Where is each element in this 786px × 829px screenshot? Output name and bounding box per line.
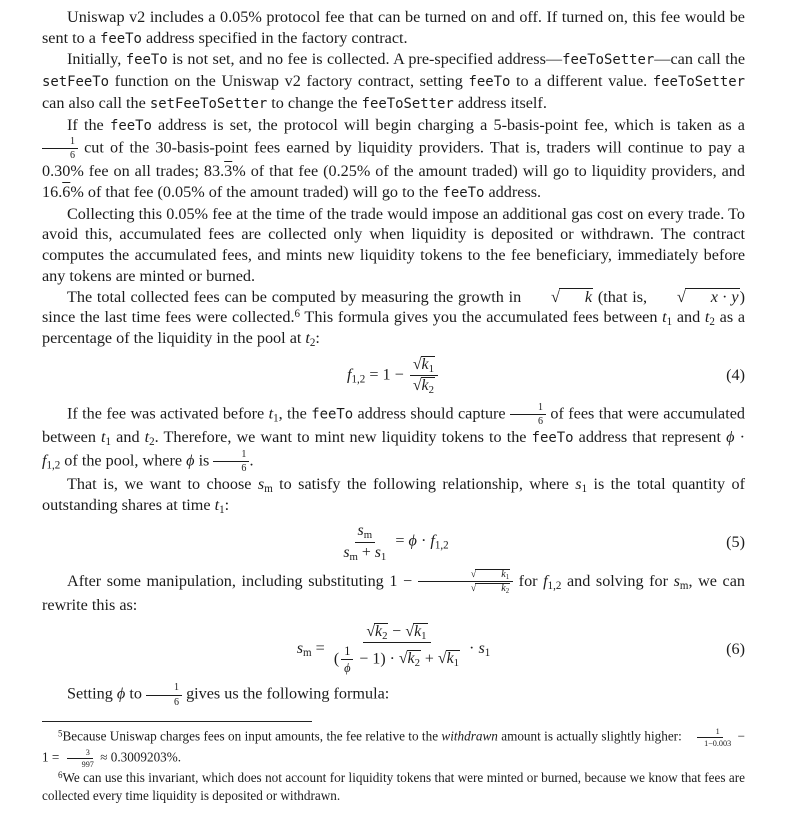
fraction — [331, 623, 463, 676]
fraction — [63, 748, 97, 769]
text-run: can also call the — [42, 93, 150, 112]
sqrt-expression — [526, 288, 593, 306]
display-equation — [42, 522, 745, 562]
text-run: 1 — [174, 682, 180, 694]
radicand — [407, 650, 421, 668]
fraction — [213, 449, 249, 474]
text-run: · — [416, 531, 431, 550]
text-run: is not set, and no fee is collected. A pre-specified address— — [167, 50, 563, 69]
text-run: and — [672, 308, 705, 327]
text-run: cut of the 30-basis-point fees earned by liquidity providers. That is, traders will continue to pay a 0.30% fee on all trades; 83. — [42, 138, 745, 181]
radicand — [446, 650, 460, 668]
italic-span: s — [296, 638, 304, 657]
text-run: . Therefore, we want to mint new liquidity tokens to the — [154, 428, 532, 447]
italic-span: s — [257, 475, 265, 494]
radical-symbol: √ — [366, 622, 376, 640]
code-span: feeTo — [442, 185, 485, 202]
radical-symbol: √ — [550, 287, 560, 306]
denominator — [213, 462, 249, 474]
sqrt-expression — [405, 623, 427, 640]
italic-span: f — [430, 531, 435, 550]
footnote — [42, 727, 745, 769]
text-run: 1 — [538, 402, 544, 414]
text-run: of the pool, where — [60, 451, 187, 470]
text-run: = 1 − — [365, 365, 408, 384]
text-run: for — [513, 571, 544, 590]
paragraph — [42, 287, 745, 349]
equation-body — [297, 623, 491, 676]
italic-span: y — [731, 287, 739, 306]
text-run: After some manipulation, including substituting 1 − — [67, 571, 418, 590]
superscript: 6 — [294, 308, 301, 321]
text-run: If the fee was activated before — [67, 404, 269, 423]
code-span: feeToSetter — [652, 74, 745, 91]
subscript: 1 — [666, 316, 673, 329]
equation-number: (5) — [726, 533, 745, 552]
text-run: address itself. — [453, 93, 547, 112]
italic-span: t — [144, 428, 150, 447]
italic-span: withdrawn — [441, 728, 498, 744]
denominator — [340, 543, 389, 562]
subscript: 2 — [505, 588, 510, 596]
italic-span: ϕ — [726, 428, 735, 447]
text-run: · — [717, 287, 732, 306]
numerator — [510, 402, 546, 415]
text-run: and — [111, 428, 145, 447]
radical-symbol: √ — [676, 287, 686, 306]
code-span: feeTo — [109, 117, 152, 134]
subscript: 1,2 — [46, 459, 61, 472]
text-run: function on the Uniswap v2 factory contract, setting — [109, 72, 469, 91]
subscript: 2 — [414, 657, 420, 670]
text-run: , we can rewrite this as: — [42, 571, 746, 615]
subscript: 1 — [273, 412, 279, 425]
text-run: gives us the following formula: — [182, 684, 390, 703]
text-run: is the total quantity of outstanding shares at time — [42, 475, 746, 514]
italic-span: t — [704, 308, 710, 327]
fraction — [418, 569, 513, 595]
text-run: and solving for — [561, 571, 674, 590]
paragraph — [42, 474, 745, 515]
italic-span: k — [421, 376, 429, 394]
fraction — [685, 727, 734, 748]
denominator — [42, 149, 78, 161]
radical-symbol: √ — [470, 568, 477, 580]
text-run: 6 — [70, 150, 76, 162]
denominator — [410, 376, 438, 395]
italic-span: k — [421, 355, 429, 373]
text-run: + — [420, 650, 438, 668]
text-run: ( — [333, 650, 340, 668]
text-run: to a different value. — [510, 72, 653, 91]
subscript: 1,2 — [547, 579, 562, 592]
numerator — [42, 136, 78, 149]
text-run: % of that fee (0.05% of the amount traded) will go to the — [70, 183, 443, 202]
radicand — [421, 377, 435, 395]
code-span: setFeeTo — [42, 74, 110, 91]
numerator — [410, 356, 438, 376]
subscript: 1,2 — [351, 373, 366, 386]
subscript: 1,2 — [434, 539, 449, 552]
fraction — [410, 356, 438, 396]
denominator — [146, 696, 182, 708]
text-run: address is set, the protocol will begin charging a 5-basis-point fee, which is taken as a — [151, 115, 745, 134]
denominator — [331, 643, 463, 675]
sqrt-expression — [446, 569, 510, 580]
radicand — [374, 623, 388, 641]
text-run: We can use this invariant, which does not account for liquidity tokens that were minted or burned, because we know that fees are collected every time liquidity is deposited or withdrawn. — [42, 769, 745, 804]
text-run: amount is actually slightly higher: — [497, 728, 686, 744]
subscript: m — [679, 579, 689, 592]
text-run: as a percentage of the liquidity in the pool at — [42, 308, 746, 347]
italic-span: ϕ — [408, 531, 417, 550]
text-run: 1−0.003 — [704, 738, 732, 748]
subscript: 2 — [428, 383, 434, 396]
subscript: 2 — [309, 337, 316, 350]
text-run: 997 — [81, 759, 94, 769]
paragraph — [42, 7, 745, 49]
code-span: feeTo — [125, 52, 168, 69]
italic-span: s — [343, 543, 350, 561]
subscript: 1 — [105, 436, 112, 449]
text-run: . — [249, 451, 254, 470]
text-run: to satisfy the following relationship, where — [272, 475, 576, 494]
fraction — [340, 522, 389, 562]
code-span: setFeeToSetter — [149, 95, 268, 112]
text-run: Setting — [67, 684, 117, 703]
fraction — [341, 644, 353, 675]
italic-span: t — [268, 404, 274, 423]
text-run: Collecting this 0.05% fee at the time of the trade would impose an additional gas cost on every trade. To avoid this, accumulated fees are collected only when liquidity is deposited or withdrawn. The contract computes the accumulated fees, and mints new liquidity tokens to the fee beneficiary, immediately before any tokens are minted or burned. — [42, 204, 745, 285]
sqrt-expression — [446, 583, 510, 594]
text-run: 3 — [85, 747, 90, 757]
radicand — [559, 288, 593, 306]
italic-span: s — [357, 522, 364, 540]
sqrt-expression — [413, 377, 435, 394]
numerator — [418, 569, 513, 583]
code-span: feeToSetter — [361, 95, 454, 112]
footnote-rule — [42, 721, 312, 722]
italic-span: t — [305, 328, 310, 347]
italic-span: k — [414, 622, 422, 640]
text-run: address that represent — [573, 428, 727, 447]
radicand — [475, 583, 510, 595]
text-run: Because Uniswap charges fees on input amounts, the fee relative to the — [62, 728, 442, 744]
paragraph — [42, 49, 745, 114]
italic-span: t — [662, 308, 667, 327]
code-span: feeTo — [468, 74, 511, 91]
text-run: of fees that were accumulated between — [42, 404, 746, 447]
paragraph — [42, 402, 745, 474]
paragraph — [42, 682, 745, 707]
subscript: 1 — [428, 362, 434, 375]
display-equation — [42, 356, 745, 396]
sqrt-expression — [652, 288, 740, 306]
radicand — [685, 288, 740, 306]
footnote — [42, 769, 745, 806]
sqrt-expression — [413, 356, 435, 373]
text-run: = — [311, 638, 329, 657]
numerator — [697, 727, 723, 738]
subscript: m — [349, 550, 358, 563]
subscript: 1 — [484, 646, 491, 659]
fraction — [510, 402, 546, 427]
radical-symbol: √ — [405, 622, 415, 640]
sqrt-expression — [437, 650, 460, 670]
italic-span: s — [478, 638, 485, 657]
text-run: address should capture — [353, 404, 511, 423]
italic-span: k — [584, 287, 593, 306]
text-run: + — [357, 543, 375, 561]
text-run: (that is, — [593, 287, 652, 306]
denominator — [341, 660, 353, 675]
italic-span: k — [375, 622, 383, 640]
italic-span: k — [501, 568, 506, 580]
subscript: 2 — [709, 316, 715, 329]
display-equation — [42, 623, 745, 676]
italic-span: ϕ — [186, 451, 195, 470]
radical-symbol: √ — [398, 650, 408, 668]
denominator — [510, 415, 546, 427]
radicand — [475, 569, 510, 581]
paragraph — [42, 569, 745, 616]
text-run: This formula gives you the accumulated fees between — [300, 308, 663, 327]
paragraph — [42, 204, 745, 287]
italic-span: s — [673, 571, 680, 590]
radical-symbol: √ — [437, 650, 447, 668]
text-run: ) since the last time fees were collected. — [42, 287, 745, 327]
italic-span: x — [710, 287, 718, 306]
subscript: 1 — [581, 483, 588, 496]
text-run: : — [224, 495, 230, 514]
numerator — [67, 748, 93, 759]
subscript: 1 — [453, 657, 459, 670]
sqrt-expression — [398, 650, 421, 670]
text-run: % of that fee (0.25% of the amount traded) will go to liquidity providers, and 16. — [42, 162, 745, 202]
denominator — [685, 738, 734, 748]
text-run: If the — [67, 115, 110, 134]
italic-span: t — [214, 495, 220, 514]
text-run: —can call the — [654, 50, 746, 69]
numerator — [146, 682, 182, 695]
superscript: 5 — [58, 728, 63, 739]
fraction — [42, 136, 78, 161]
text-run: address. — [484, 183, 542, 202]
text-run: to change the — [267, 93, 362, 112]
subscript: 1 — [219, 503, 225, 516]
radical-symbol: √ — [412, 376, 422, 394]
text-run: That is, we want to choose — [67, 475, 258, 494]
text-run: Initially, — [67, 50, 126, 69]
italic-span: ϕ — [344, 661, 351, 676]
equation-body — [347, 356, 440, 396]
text-run: · — [465, 638, 479, 657]
italic-span: f — [42, 451, 47, 470]
sqrt-expression — [366, 623, 388, 640]
italic-span: k — [446, 650, 454, 668]
text-run: 1 — [715, 726, 720, 736]
italic-span: f — [543, 571, 548, 590]
text-run: − — [388, 622, 406, 640]
numerator — [355, 522, 376, 542]
text-run: Uniswap v2 includes a 0.05% protocol fee that can be turned on and off. If turned on, this fee would be sent to a — [42, 8, 745, 47]
equation-number: (4) — [726, 366, 745, 385]
text-run: 6 — [241, 462, 247, 474]
text-run: to — [125, 684, 146, 703]
radical-symbol: √ — [412, 355, 422, 373]
text-run: 1 — [70, 136, 76, 148]
subscript: 1 — [421, 629, 427, 642]
denominator — [63, 759, 97, 769]
overline-span: 3 — [224, 162, 233, 181]
text-run: address specified in the factory contract. — [141, 28, 408, 47]
italic-span: ϕ — [116, 684, 126, 703]
denominator — [418, 582, 513, 595]
subscript: m — [363, 529, 373, 542]
text-run: = — [391, 531, 409, 550]
text-run: 1 — [344, 643, 351, 658]
subscript: 2 — [149, 436, 155, 449]
paragraph — [42, 115, 745, 204]
subscript: m — [303, 646, 312, 659]
fraction — [146, 682, 182, 707]
text-run: 1 — [241, 448, 247, 460]
subscript: 1 — [505, 573, 510, 581]
page-content — [42, 7, 745, 806]
italic-span: t — [101, 428, 106, 447]
subscript: 2 — [382, 629, 388, 642]
text-run: − 1 = — [42, 728, 746, 765]
text-run: 6 — [538, 416, 544, 428]
superscript: 6 — [58, 769, 63, 780]
text-run: The total collected fees can be computed by measuring the growth in — [67, 287, 526, 306]
text-run: ≈ 0.3009203%. — [96, 749, 182, 765]
text-run: 6 — [174, 696, 180, 708]
subscript: m — [264, 483, 273, 496]
radical-symbol: √ — [470, 583, 477, 595]
numerator — [341, 644, 353, 660]
radicand — [421, 356, 435, 374]
code-span: feeTo — [531, 430, 574, 447]
code-span: feeToSetter — [562, 52, 655, 69]
subscript: 1 — [380, 550, 387, 563]
numerator — [213, 449, 249, 462]
overline-span: 6 — [62, 183, 71, 202]
text-run: is — [194, 451, 214, 470]
italic-span: s — [575, 475, 582, 494]
text-run: − 1) · — [355, 650, 399, 668]
text-run: : — [315, 328, 320, 347]
italic-span: k — [407, 650, 415, 668]
radicand — [413, 623, 427, 641]
italic-span: s — [374, 543, 381, 561]
text-run: , the — [278, 404, 312, 423]
italic-span: f — [347, 365, 352, 384]
numerator — [363, 623, 430, 643]
code-span: feeTo — [311, 406, 354, 423]
equation-number: (6) — [726, 639, 745, 658]
italic-span: k — [501, 583, 506, 595]
text-run: · — [734, 428, 746, 447]
code-span: feeTo — [100, 30, 142, 47]
equation-body — [338, 522, 448, 562]
